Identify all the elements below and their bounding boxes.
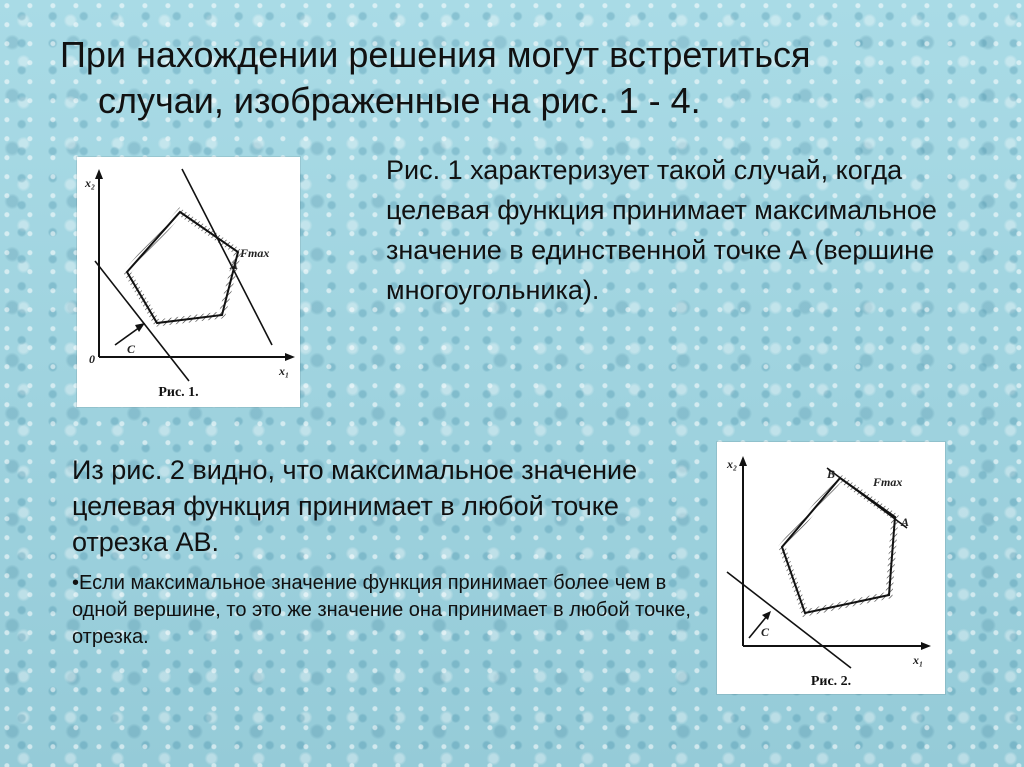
feasible-polygon-hatch: [127, 212, 238, 323]
vector-c-label: C: [127, 342, 136, 356]
x1-axis-arrow: [285, 353, 295, 361]
figure-2-drawing: [717, 442, 945, 694]
x2-axis-arrow: [95, 169, 103, 179]
x2-label: x₂: [727, 457, 738, 471]
figure-1-caption: Рис. 1.: [158, 385, 199, 400]
x2-axis-arrow: [739, 456, 747, 466]
point-a-label: A: [230, 258, 239, 272]
x1-axis-arrow: [921, 642, 931, 650]
level-line-zero: [727, 572, 851, 668]
slide-title: [60, 32, 960, 124]
x1-label: x₁: [279, 364, 290, 378]
gradient-vector-arrow: [135, 323, 145, 332]
point-b-label: B: [827, 467, 836, 481]
point-a-label: A: [901, 515, 910, 529]
figure-2-description: Из рис. 2 видно, что максимальное значение целевая функция принимает в любой точке отрезка АВ.: [72, 455, 638, 557]
x2-label: x₂: [85, 176, 96, 190]
figure-2-caption: Рис. 2.: [810, 674, 852, 689]
figure-1-description: Рис. 1 характеризует такой случай, когда целевая функция принимает максимальное значение в единственной точке А (вершине многоугольника).: [386, 155, 937, 305]
feasible-polygon: [782, 478, 895, 613]
title-line-1: При нахождении решения могут встретиться: [60, 34, 811, 75]
figure-1: [77, 157, 300, 407]
fmax-label: Fmax: [240, 246, 270, 260]
figure-2: [717, 442, 945, 694]
fmax-label: Fmax: [873, 475, 903, 489]
vector-c-label: C: [761, 625, 770, 639]
origin-label: 0: [89, 352, 95, 366]
figure-1-drawing: [77, 157, 300, 407]
x1-label: x₁: [913, 653, 924, 667]
bullet-note: •Если максимальное значение функция принимает более чем в одной вершине, то это же значение она принимает в любой точке, отрезка.: [72, 572, 691, 648]
gradient-vector-arrow: [762, 611, 771, 620]
title-line-2: случаи, изображенные на рис. 1 - 4.: [98, 80, 701, 121]
